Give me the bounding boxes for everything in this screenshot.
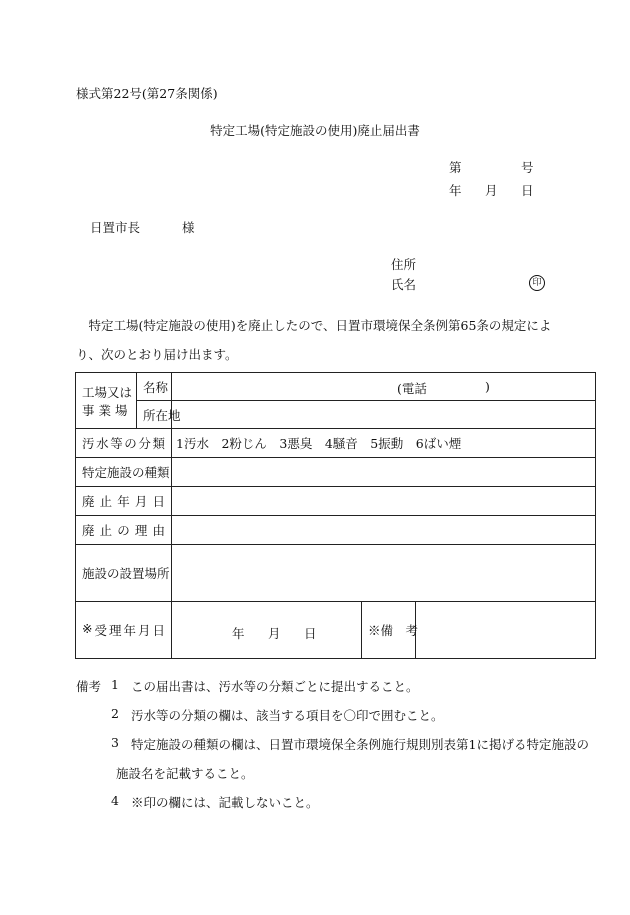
note-1-number: 1 xyxy=(111,677,119,692)
name-label-cell: 名 称 xyxy=(137,373,172,401)
factory-label-line2: 事業場 xyxy=(82,402,132,418)
receipt-year-label: 年 xyxy=(232,626,245,641)
factory-label-cell xyxy=(76,373,137,429)
classification-value-cell[interactable]: 1汚水 2粉じん 3悪臭 4騒音 5振動 6ばい煙 xyxy=(172,429,596,458)
location-value-cell[interactable] xyxy=(172,401,596,429)
note-4-number: 4 xyxy=(111,793,119,808)
facility-type-label-cell: 特定施設の種類 xyxy=(76,458,172,487)
factory-label-line1: 工場又は xyxy=(82,384,133,400)
seal-mark: 印 xyxy=(529,275,545,291)
facility-type-value-cell[interactable] xyxy=(172,458,596,487)
notes-label: 備考 xyxy=(76,679,102,694)
abolish-reason-value-cell[interactable] xyxy=(172,516,596,545)
note-4-text: ※印の欄には、記載しないこと。 xyxy=(131,795,319,810)
addressee-name: 日置市長 xyxy=(90,220,141,235)
name-label: 氏名 xyxy=(391,277,417,292)
receipt-day-label: 日 xyxy=(304,626,317,641)
receipt-month-label: 月 xyxy=(268,626,281,641)
location-label-cell: 所 在 地 xyxy=(137,401,172,429)
notification-table xyxy=(75,372,596,659)
addressee-honorific: 様 xyxy=(182,220,195,235)
abolish-reason-label-cell: 廃 止 の 理 由 xyxy=(76,516,172,545)
note-3-number: 3 xyxy=(111,735,119,750)
receipt-date-value-cell xyxy=(172,602,362,659)
page-title: 特定工場(特定施設の使用)廃止届出書 xyxy=(210,123,420,138)
name-value-cell[interactable] xyxy=(172,373,596,401)
facility-location-label-cell: 施設の設置場所 xyxy=(76,545,172,602)
note-1-text: この届出書は、汚水等の分類ごとに提出すること。 xyxy=(131,679,419,694)
phone-label: (電話 xyxy=(397,381,427,396)
remarks-value-cell xyxy=(416,602,596,659)
note-3-continuation: 施設名を記載すること。 xyxy=(116,766,254,781)
receipt-date-label-cell: ※ 受 理 年 月 日 xyxy=(76,602,172,659)
body-text: 特定工場(特定施設の使用)を廃止したので、日置市環境保全条例第65条の規定により、次のとおり届け出ます。 xyxy=(76,318,552,362)
facility-location-value-cell[interactable] xyxy=(172,545,596,602)
date-month-label: 月 xyxy=(485,183,498,198)
form-number: 様式第22号(第27条関係) xyxy=(76,86,218,101)
remarks-label-cell: ※備 考 xyxy=(362,602,416,659)
number-suffix: 号 xyxy=(521,160,534,175)
abolish-date-label-cell: 廃 止 年 月 日 xyxy=(76,487,172,516)
seal-icon xyxy=(529,273,545,291)
note-3-text: 特定施設の種類の欄は、日置市環境保全条例施行規則別表第1に掲げる特定施設の xyxy=(131,737,589,752)
date-day-label: 日 xyxy=(521,183,534,198)
date-year-label: 年 xyxy=(449,183,462,198)
classification-label-cell: 汚 水 等 の 分 類 xyxy=(76,429,172,458)
note-2-text: 汚水等の分類の欄は、該当する項目を〇印で囲むこと。 xyxy=(131,708,444,723)
address-label: 住所 xyxy=(391,257,417,272)
phone-close: ) xyxy=(485,379,490,394)
abolish-date-value-cell[interactable] xyxy=(172,487,596,516)
note-2-number: 2 xyxy=(111,706,119,721)
number-prefix: 第 xyxy=(449,160,462,175)
